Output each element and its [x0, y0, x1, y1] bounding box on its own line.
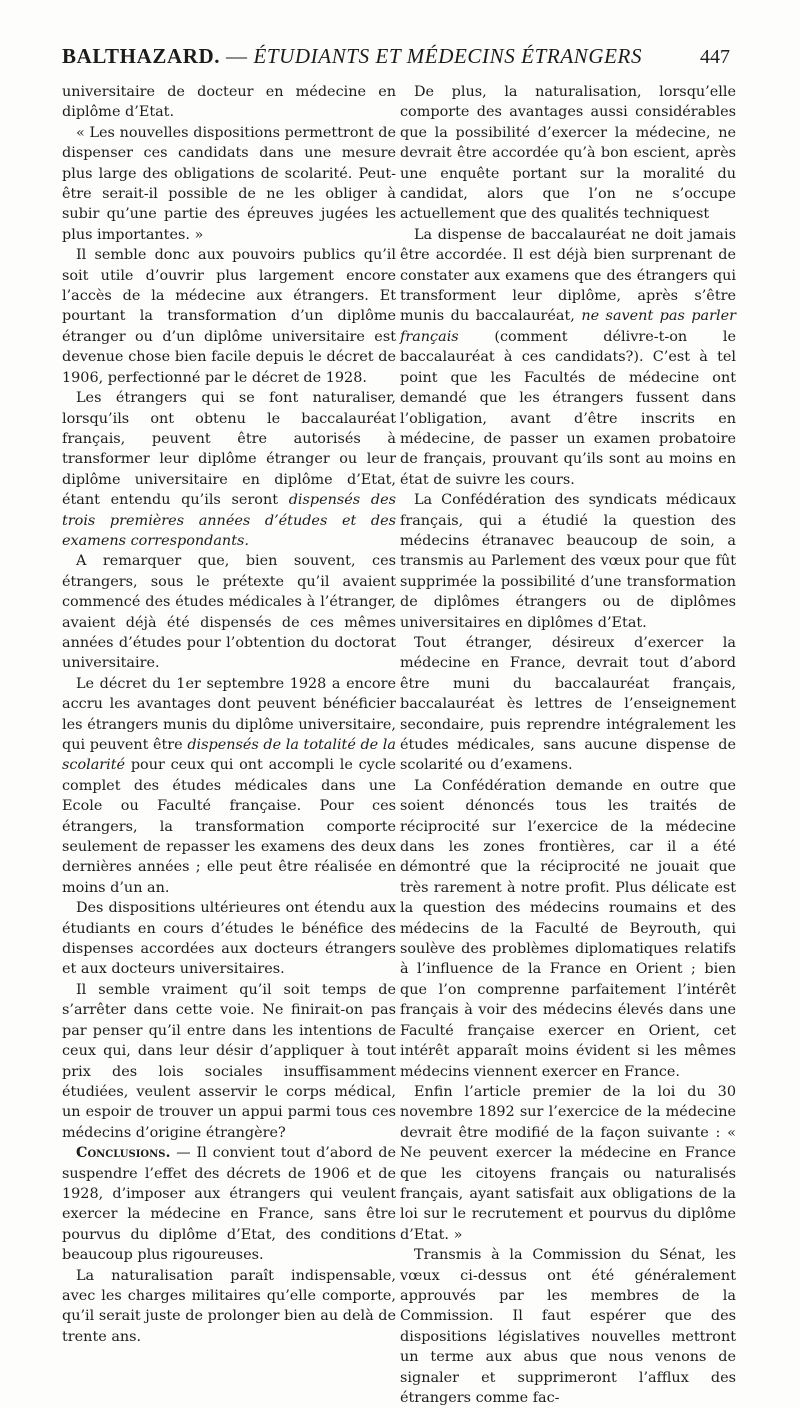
paragraph: Enfin l’article premier de la loi du 30 novembre 1892 sur l’exercice de la médecine devrait être modifié de la façon suivante : « Ne peuvent exercer la médecine en France que les citoyens français ou naturalisés français, ayant satisfait aux obligations de la loi sur le recrutement et pourvus du diplôme d’Etat. » [400, 1083, 736, 1243]
paragraph [62, 674, 396, 898]
page-number: 447 [700, 46, 730, 68]
paragraph: La naturalisation paraît indispensable, avec les charges militaires qu’elle comporte, qu’il serait juste de prolonger bien au delà de trente ans. [62, 1267, 396, 1345]
italic-text: ne savent pas parler français [400, 308, 736, 345]
paragraph: Il semble vraiment qu’il soit temps de s’arrêter dans cette voie. Ne finirait-on pas par penser qu’il entre dans les intentions de ceux qui, dans leur désir d’appliquer à tout prix des lois sociales insuffisamment étudiées, veulent asservir le corps médical, un espoir de trouver un appui parmi tous ces médecins d’origine étrangère? [62, 981, 396, 1141]
right-column [400, 82, 736, 1408]
running-header [62, 44, 730, 74]
paragraph: Il semble donc aux pouvoirs publics qu’il soit utile d’ouvrir plus largement encore l’accès de la médecine aux étrangers. Et pourtant la transformation d’un diplôme étranger ou d’un diplôme universitaire est devenue chose bien facile depuis le décret de 1906, perfectionné par le décret de 1928. [62, 247, 396, 386]
paragraph-text: (comment délivre-t-on le baccalauréat à ces candidats?). C’est à tel point que les Facultés de médecine ont demandé que les étrangers fussent dans l’obligation, avant d’être inscrits en médecine, de passer un examen probatoire de français, prouvant qu’ils sont au moins en état de suivre les cours. [400, 328, 736, 488]
paragraph-text: pour ceux qui ont accompli le cycle complet des études médicales dans une Ecole ou Faculté française. Pour ces étrangers, la transformation comporte seulement de repasser les examens des deux dernières années ; elle peut être réalisée en moins d’un an. [62, 757, 396, 896]
paragraph: Des dispositions ultérieures ont étendu aux étudiants en cours d’études le bénéfice des dispenses accordées aux docteurs étrangers et aux docteurs universitaires. [62, 900, 396, 978]
paragraph-text: La dispense de baccalauréat ne doit jamais être accordée. Il est déjà bien surprenant de constater aux examens que des étrangers qui transforment leur diplôme, après s’être munis du baccalauréat, [400, 226, 736, 325]
paragraph: De plus, la naturalisation, lorsqu’elle comporte des avantages aussi considérables que la possibilité d’exercer la médecine, ne devrait être accordée qu’à bon escient, après une enquête portant sur la moralité du candidat, alors que l’on ne s’occupe actuellement que des qualités techniquest [400, 84, 736, 223]
paragraph-text: Le décret du 1er septembre 1928 a encore accru les avantages dont peuvent bénéficier les étrangers munis du diplôme universitaire, qui peuvent être [62, 675, 396, 753]
paragraph [62, 1143, 396, 1265]
left-column [62, 82, 396, 1347]
header-author: BALTHAZARD. [62, 44, 221, 68]
paragraph: La Confédération demande en outre que soient dénoncés tous les traités de réciprocité sur l’exercice de la médecine dans les zones frontières, car il a été démontré que la réciprocité ne jouait que très rarement à notre profit. Plus délicate est la question des médecins roumains et des médecins de la Faculté de Beyrouth, qui soulève des problèmes diplomatiques relatifs à l’influence de la France en Orient ; bien que l’on comprenne parfaitement l’intérêt français à voir des médecins élevés dans une Faculté française exercer en Orient, cet intérêt apparaît moins évident si les mêmes médecins viennent exercer en France. [400, 777, 736, 1080]
paragraph [400, 225, 736, 490]
header-subject: ÉTUDIANTS ET MÉDECINS ÉTRANGERS [253, 44, 643, 68]
italic-text: dispensés de la totalité de la scolarité [62, 737, 396, 774]
paragraph: universitaire de docteur en médecine en diplôme d’Etat. [62, 84, 396, 121]
italic-text: dispensés des trois premières années d’études et des examens correspondants. [62, 492, 396, 549]
paragraph: Tout étranger, désireux d’exercer la médecine en France, devrait tout d’abord être muni du baccalauréat français, baccalauréat ès lettres de l’enseignement secondaire, puis reprendre intégralement les études médicales, sans aucune dispense de scolarité ou d’examens. [400, 634, 736, 774]
paragraph-text: Les étrangers qui se font naturaliser, lorsqu’ils ont obtenu le baccalauréat français, peuvent être autorisés à transformer leur diplôme étranger ou leur diplôme universitaire en diplôme d’Etat, étant entendu qu’ils seront [62, 390, 396, 509]
paragraph: « Les nouvelles dispositions permettront de dispenser ces candidats dans une mesure plus large des obligations de scolarité. Peut-être serait-il possible de ne les obliger à subir qu’une partie des épreuves jugées les plus importantes. » [62, 124, 396, 243]
header-separator: — [220, 44, 254, 68]
paragraph: La Confédération des syndicats médicaux français, qui a étudié la question des médecins étranavec beaucoup de soin, a transmis au Parlement des vœux pour que fût supprimée la possibilité d’une transformation de diplômes étrangers ou de diplômes universitaires en diplômes d’Etat. [400, 492, 736, 631]
paragraph-text: — Il convient tout d’abord de suspendre l’effet des décrets de 1906 et de 1928, d’imposer aux étrangers qui veulent exercer la médecine en France, sans être pourvus du diplôme d’Etat, des conditions beaucoup plus rigoureuses. [62, 1145, 396, 1264]
paragraph: A remarquer que, bien souvent, ces étrangers, sous le prétexte qu’il avaient commencé des études médicales à l’étranger, avaient déjà été dispensés de ces mêmes années d’études pour l’obtention du doctorat universitaire. [62, 553, 396, 672]
paragraph [62, 388, 396, 551]
conclusions-heading: Conclusions. [76, 1144, 171, 1162]
running-title [62, 44, 642, 69]
paragraph: Transmis à la Commission du Sénat, les vœux ci-dessus ont été généralement approuvés par les membres de la Commission. Il faut espérer que des dispositions législatives nouvelles mettront un terme aux abus que nous venons de signaler et supprimeront l’afflux des étrangers comme fac- [400, 1247, 736, 1406]
